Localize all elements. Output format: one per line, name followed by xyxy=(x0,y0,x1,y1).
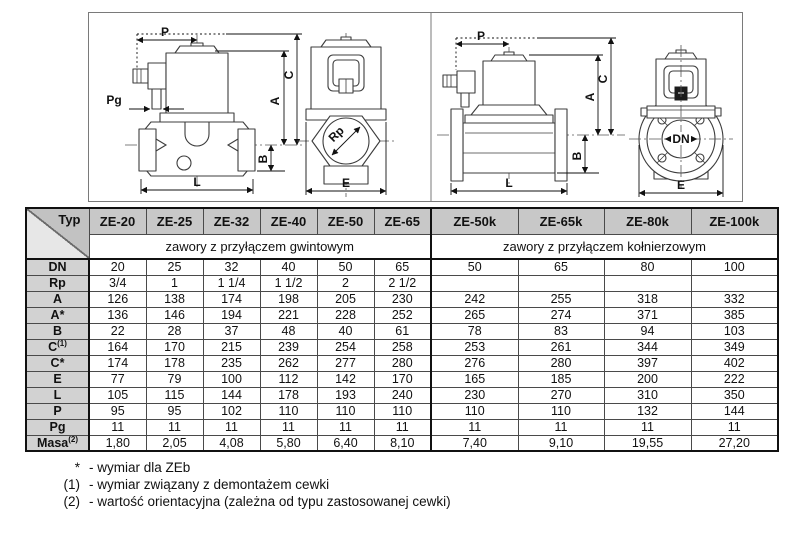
footnote-marker: (2) xyxy=(63,494,80,509)
dim-label-Rp: Rp xyxy=(325,123,347,145)
table-cell: 240 xyxy=(374,387,431,403)
table-row xyxy=(26,435,778,451)
column-header: ZE-50k xyxy=(431,208,518,235)
footnote-asterisk xyxy=(28,459,451,476)
row-label: Masa$^{(2)}$ xyxy=(26,435,89,451)
table-cell: 2 1/2 xyxy=(374,275,431,291)
column-header: ZE-40 xyxy=(260,208,317,235)
table-cell: 242 xyxy=(431,291,518,307)
table-cell: 5,80 xyxy=(260,435,317,451)
corner-label: Typ xyxy=(58,212,81,227)
valve-body xyxy=(306,37,386,184)
group-header: zawory z przyłączem kołnierzowym xyxy=(431,235,778,260)
table-cell: 9,10 xyxy=(518,435,604,451)
table-cell: 78 xyxy=(431,323,518,339)
dim-label-P: P xyxy=(160,25,170,39)
drawing-flanged-valve-side-view xyxy=(437,29,625,195)
dim-label-E: E xyxy=(341,176,351,190)
corner-cell xyxy=(26,208,89,259)
table-cell xyxy=(604,275,691,291)
footnotes xyxy=(28,459,451,510)
table-cell: 40 xyxy=(317,323,374,339)
table-cell: 4,08 xyxy=(203,435,260,451)
dim-label-B: B xyxy=(256,154,270,164)
column-header: ZE-80k xyxy=(604,208,691,235)
dim-label-C: C xyxy=(596,74,610,84)
table-cell: 274 xyxy=(518,307,604,323)
table-cell: 100 xyxy=(691,259,778,275)
column-header: ZE-65k xyxy=(518,208,604,235)
table-cell: 11 xyxy=(203,419,260,435)
table-cell: 95 xyxy=(146,403,203,419)
table-cell: 230 xyxy=(374,291,431,307)
table-cell: 50 xyxy=(317,259,374,275)
table-cell: 1 xyxy=(146,275,203,291)
footnote-text: - wymiar dla ZEb xyxy=(89,460,191,475)
table-cell: 164 xyxy=(89,339,146,355)
table-cell: 270 xyxy=(518,387,604,403)
table-cell: 11 xyxy=(691,419,778,435)
row-label: C* xyxy=(26,355,89,371)
table-column-header-row xyxy=(26,208,778,235)
table-cell: 11 xyxy=(374,419,431,435)
table-cell: 230 xyxy=(431,387,518,403)
dimension-drawings xyxy=(89,13,742,201)
table-cell: 310 xyxy=(604,387,691,403)
table-cell: 178 xyxy=(146,355,203,371)
row-label: Pg xyxy=(26,419,89,435)
table-cell: 1,80 xyxy=(89,435,146,451)
table-cell: 11 xyxy=(260,419,317,435)
table-row xyxy=(26,275,778,291)
table-cell: 280 xyxy=(374,355,431,371)
table-cell: 11 xyxy=(89,419,146,435)
table-row xyxy=(26,419,778,435)
table-cell: 19,55 xyxy=(604,435,691,451)
table-cell: 344 xyxy=(604,339,691,355)
row-label: DN xyxy=(26,259,89,275)
table-cell: 235 xyxy=(203,355,260,371)
table-cell: 7,40 xyxy=(431,435,518,451)
drawing-threaded-valve-front-view xyxy=(297,33,395,197)
table-cell: 115 xyxy=(146,387,203,403)
table-cell: 110 xyxy=(518,403,604,419)
table-cell: 255 xyxy=(518,291,604,307)
table-cell: 1 1/4 xyxy=(203,275,260,291)
table-cell: 280 xyxy=(518,355,604,371)
table-cell: 11 xyxy=(604,419,691,435)
drawing-threaded-valve-side-view xyxy=(106,25,305,194)
table-cell: 144 xyxy=(691,403,778,419)
column-header: ZE-32 xyxy=(203,208,260,235)
table-cell: 110 xyxy=(431,403,518,419)
table-cell: 332 xyxy=(691,291,778,307)
table-cell: 110 xyxy=(374,403,431,419)
table-cell: 28 xyxy=(146,323,203,339)
table-cell: 185 xyxy=(518,371,604,387)
table-row xyxy=(26,403,778,419)
table-cell: 239 xyxy=(260,339,317,355)
table-cell: 228 xyxy=(317,307,374,323)
table-cell: 132 xyxy=(604,403,691,419)
table-cell: 103 xyxy=(691,323,778,339)
dim-label-L: L xyxy=(505,176,513,190)
table-cell xyxy=(518,275,604,291)
table-row xyxy=(26,307,778,323)
footnote-text: - wartość orientacyjna (zależna od typu zastosowanej cewki) xyxy=(89,494,451,509)
table-cell: 6,40 xyxy=(317,435,374,451)
table-cell: 11 xyxy=(518,419,604,435)
table-cell: 3/4 xyxy=(89,275,146,291)
footnote-text: - wymiar związany z demontażem cewki xyxy=(89,477,330,492)
table-cell: 174 xyxy=(203,291,260,307)
table-cell: 40 xyxy=(260,259,317,275)
footnote-marker: (1) xyxy=(63,477,80,492)
table-cell: 350 xyxy=(691,387,778,403)
table-row xyxy=(26,387,778,403)
column-header: ZE-50 xyxy=(317,208,374,235)
row-label: E xyxy=(26,371,89,387)
dim-label-L: L xyxy=(193,175,201,189)
valve-spec-table xyxy=(25,207,779,452)
table-cell: 105 xyxy=(89,387,146,403)
dim-label-A: A xyxy=(268,96,282,106)
table-cell: 8,10 xyxy=(374,435,431,451)
table-row xyxy=(26,371,778,387)
table-cell: 146 xyxy=(146,307,203,323)
dim-label-C: C xyxy=(282,70,296,80)
table-cell: 142 xyxy=(317,371,374,387)
table-cell: 397 xyxy=(604,355,691,371)
row-label: $C^{(1)}$ xyxy=(26,339,89,355)
row-label: Rp xyxy=(26,275,89,291)
table-row xyxy=(26,355,778,371)
column-header: ZE-20 xyxy=(89,208,146,235)
table-cell: 80 xyxy=(604,259,691,275)
table-cell: 252 xyxy=(374,307,431,323)
table-cell: 2,05 xyxy=(146,435,203,451)
table-cell: 37 xyxy=(203,323,260,339)
table-cell: 61 xyxy=(374,323,431,339)
table-cell: 265 xyxy=(431,307,518,323)
column-header: ZE-65 xyxy=(374,208,431,235)
table-cell: 112 xyxy=(260,371,317,387)
table-cell: 1 1/2 xyxy=(260,275,317,291)
table-cell: 402 xyxy=(691,355,778,371)
table-row xyxy=(26,259,778,275)
dim-label-E: E xyxy=(676,178,686,192)
table-cell: 144 xyxy=(203,387,260,403)
table-cell: 165 xyxy=(431,371,518,387)
table-cell: 11 xyxy=(146,419,203,435)
table-cell: 126 xyxy=(89,291,146,307)
table-cell: 194 xyxy=(203,307,260,323)
table-cell: 276 xyxy=(431,355,518,371)
dim-label-DN: DN xyxy=(672,132,690,146)
column-header: ZE-25 xyxy=(146,208,203,235)
table-cell: 254 xyxy=(317,339,374,355)
table-cell: 48 xyxy=(260,323,317,339)
table-cell: 50 xyxy=(431,259,518,275)
table-cell: 25 xyxy=(146,259,203,275)
table-cell: 200 xyxy=(604,371,691,387)
table-cell: 193 xyxy=(317,387,374,403)
table-cell: 100 xyxy=(203,371,260,387)
footnote-marker: * xyxy=(74,460,80,475)
table-cell: 221 xyxy=(260,307,317,323)
dim-label-Pg: Pg xyxy=(106,93,122,107)
table-cell: 65 xyxy=(518,259,604,275)
table-cell: 138 xyxy=(146,291,203,307)
drawing-flanged-valve-front-view xyxy=(629,45,733,197)
table-cell: 205 xyxy=(317,291,374,307)
table-cell: 318 xyxy=(604,291,691,307)
table-cell: 215 xyxy=(203,339,260,355)
table-cell: 385 xyxy=(691,307,778,323)
row-label: A xyxy=(26,291,89,307)
table-cell: 110 xyxy=(317,403,374,419)
table-cell: 170 xyxy=(374,371,431,387)
dimension-drawings-panel xyxy=(88,12,743,202)
row-label: A* xyxy=(26,307,89,323)
table-cell: 222 xyxy=(691,371,778,387)
dim-label-P: P xyxy=(476,29,486,43)
valve-body xyxy=(443,52,567,181)
dim-label-A: A xyxy=(583,92,597,102)
column-header: ZE-100k xyxy=(691,208,778,235)
table-cell: 32 xyxy=(203,259,260,275)
footnote-2 xyxy=(28,493,451,510)
table-cell xyxy=(431,275,518,291)
table-cell: 174 xyxy=(89,355,146,371)
table-cell: 2 xyxy=(317,275,374,291)
table-cell: 261 xyxy=(518,339,604,355)
table-cell: 349 xyxy=(691,339,778,355)
table-group-header-row xyxy=(26,235,778,260)
table-row xyxy=(26,339,778,355)
row-label: B xyxy=(26,323,89,339)
table-cell: 11 xyxy=(317,419,374,435)
table-cell: 83 xyxy=(518,323,604,339)
group-header: zawory z przyłączem gwintowym xyxy=(89,235,431,260)
table-cell: 258 xyxy=(374,339,431,355)
table-cell: 262 xyxy=(260,355,317,371)
table-cell: 277 xyxy=(317,355,374,371)
table-body xyxy=(26,259,778,451)
table-cell: 20 xyxy=(89,259,146,275)
table-cell: 170 xyxy=(146,339,203,355)
table-row xyxy=(26,291,778,307)
table-cell: 136 xyxy=(89,307,146,323)
table-cell: 371 xyxy=(604,307,691,323)
table-cell: 11 xyxy=(431,419,518,435)
table-cell: 79 xyxy=(146,371,203,387)
row-label: P xyxy=(26,403,89,419)
table-cell: 77 xyxy=(89,371,146,387)
table-cell: 198 xyxy=(260,291,317,307)
table-cell: 27,20 xyxy=(691,435,778,451)
table-cell: 65 xyxy=(374,259,431,275)
table-cell: 110 xyxy=(260,403,317,419)
table-cell xyxy=(691,275,778,291)
table-cell: 94 xyxy=(604,323,691,339)
dim-label-B: B xyxy=(570,151,584,161)
table-cell: 253 xyxy=(431,339,518,355)
table-cell: 178 xyxy=(260,387,317,403)
table-cell: 102 xyxy=(203,403,260,419)
table-cell: 95 xyxy=(89,403,146,419)
row-label: L xyxy=(26,387,89,403)
footnote-1 xyxy=(28,476,451,493)
table-row xyxy=(26,323,778,339)
table-cell: 22 xyxy=(89,323,146,339)
valve-body xyxy=(133,43,255,176)
